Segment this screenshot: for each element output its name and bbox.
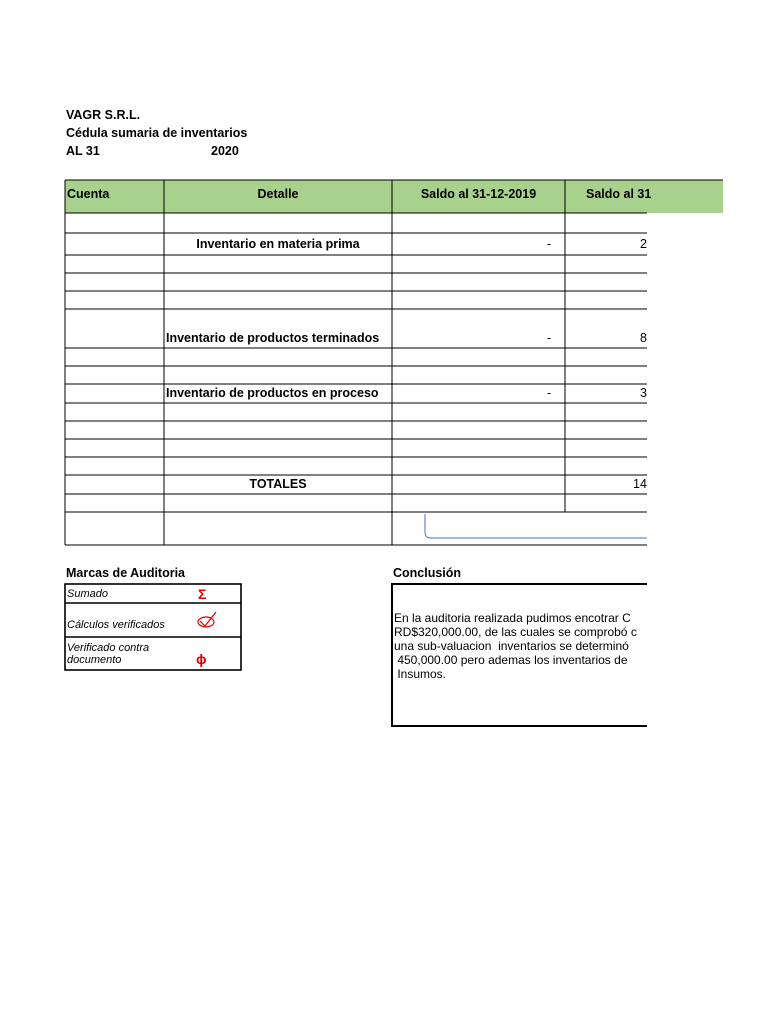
conclusion-title: Conclusión bbox=[393, 566, 462, 580]
period-label: AL 31 bbox=[66, 144, 100, 158]
period-year: 2020 bbox=[211, 144, 239, 158]
row-saldo-2020-productos-proceso: 3 bbox=[640, 386, 647, 400]
row-saldo-2020-materia-prima: 2 bbox=[640, 237, 647, 251]
marks-title: Marcas de Auditoria bbox=[66, 566, 186, 580]
row-detalle-productos-terminados: Inventario de productos terminados bbox=[166, 331, 380, 345]
row-saldo-2019-materia-prima: - bbox=[547, 237, 552, 251]
row-detalle-productos-proceso: Inventario de productos en proceso bbox=[166, 386, 379, 400]
header-saldo-2019: Saldo al 31-12-2019 bbox=[420, 187, 537, 201]
header-detalle: Detalle bbox=[257, 187, 299, 201]
totals-value: 14 bbox=[633, 477, 647, 491]
row-saldo-2019-productos-terminados: - bbox=[547, 331, 552, 345]
row-saldo-2019-productos-proceso: - bbox=[547, 386, 552, 400]
mark-label-calculos: Cálculos verificados bbox=[67, 619, 165, 631]
sheet-title: Cédula sumaria de inventarios bbox=[66, 126, 248, 140]
phi-icon: ɸ bbox=[196, 651, 207, 667]
mark-label-verificado: Verificado contra documento bbox=[67, 642, 150, 666]
mark-label-sumado: Sumado bbox=[67, 588, 108, 600]
header-cuenta: Cuenta bbox=[67, 187, 110, 201]
bracket-line bbox=[425, 514, 647, 538]
check-verified-icon bbox=[198, 612, 216, 627]
totals-label: TOTALES bbox=[249, 477, 307, 491]
conclusion-text: En la auditoria realizada pudimos encotrar C RD$320,000.00, de las cuales se comprobó c una sub-valuacion inventarios se determinó 450,000.00 pero ademas los inventarios de Insumos. bbox=[394, 611, 637, 681]
header-saldo-2020: Saldo al 31 bbox=[586, 187, 652, 201]
row-detalle-materia-prima: Inventario en materia prima bbox=[196, 237, 360, 251]
sigma-icon: Σ bbox=[198, 586, 207, 602]
row-saldo-2020-productos-terminados: 8 bbox=[640, 331, 647, 345]
company-name: VAGR S.R.L. bbox=[66, 108, 141, 122]
